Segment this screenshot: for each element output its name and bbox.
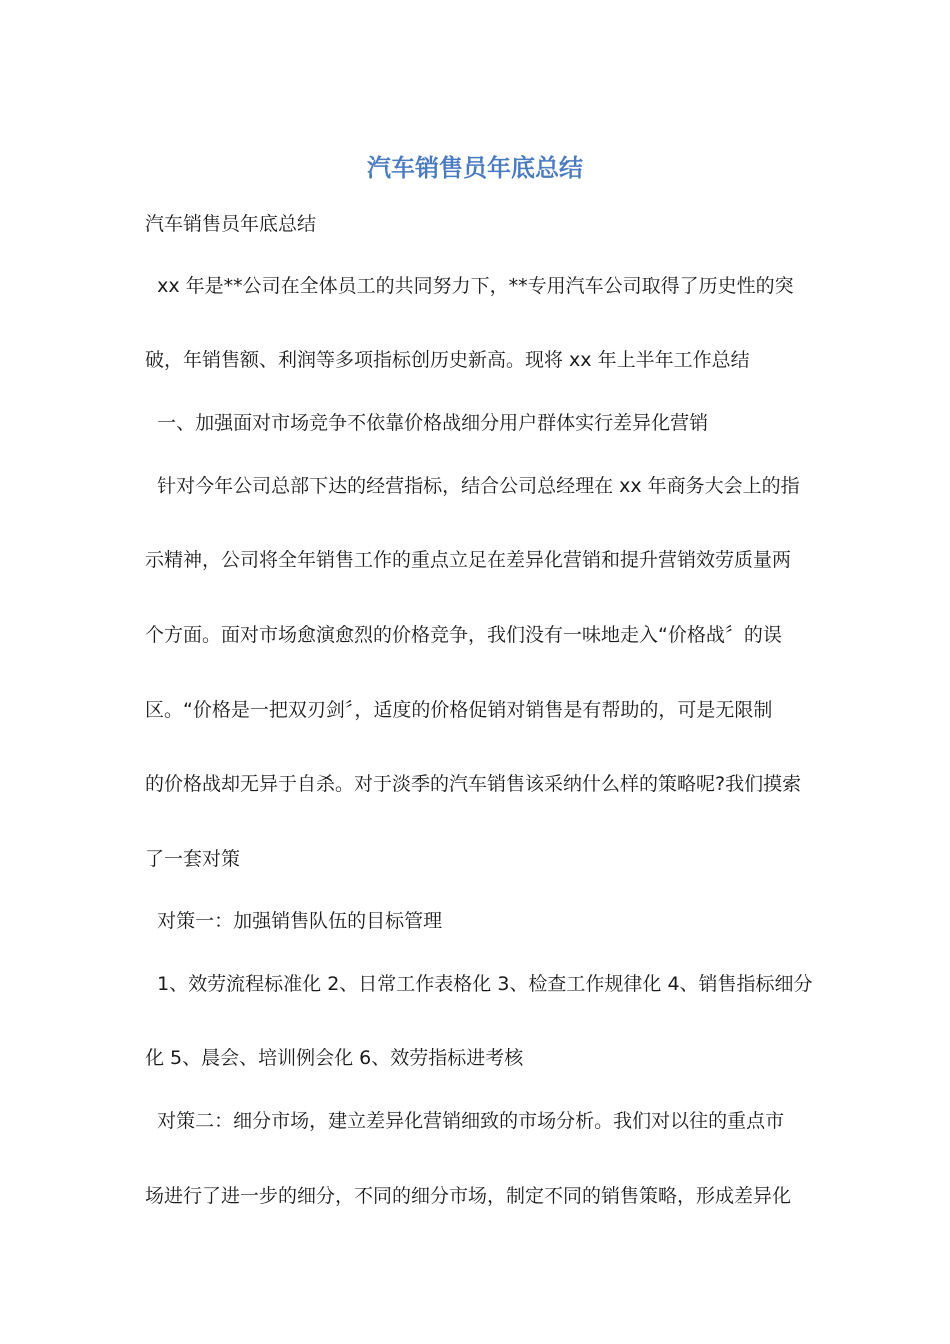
- paragraph-line: 1、效劳流程标准化 2、日常工作表格化 3、检查工作规律化 4、销售指标细分: [145, 973, 813, 995]
- paragraph-line: 破，年销售额、利润等多项指标创历史新高。现将 xx 年上半年工作总结: [145, 349, 750, 371]
- paragraph-line: 一、加强面对市场竞争不依靠价格战细分用户群体实行差异化营销: [145, 412, 709, 434]
- paragraph-line: 了一套对策: [145, 848, 241, 870]
- paragraph-line: xx 年是**公司在全体员工的共同努力下，**专用汽车公司取得了历史性的突: [145, 275, 794, 297]
- paragraph-line: 区。“价格是一把双刃剑〞，适度的价格促销对销售是有帮助的，可是无限制: [145, 699, 773, 721]
- paragraph-line: 针对今年公司总部下达的经营指标，结合公司总经理在 xx 年商务大会上的指: [145, 475, 800, 497]
- paragraph-line: 汽车销售员年底总结: [145, 213, 317, 235]
- paragraph-line: 场进行了进一步的细分，不同的细分市场，制定不同的销售策略，形成差异化: [145, 1185, 792, 1207]
- document-title: 汽车销售员年底总结: [367, 154, 583, 182]
- paragraph-line: 个方面。面对市场愈演愈烈的价格竞争，我们没有一味地走入“价格战〞的误: [145, 624, 782, 646]
- paragraph-line: 化 5、晨会、培训例会化 6、效劳指标进考核: [145, 1047, 524, 1069]
- paragraph-line: 的价格战却无异于自杀。对于淡季的汽车销售该采纳什么样的策略呢?我们摸索: [145, 773, 802, 795]
- paragraph-line: 对策二：细分市场，建立差异化营销细致的市场分析。我们对以往的重点市: [145, 1110, 785, 1132]
- paragraph-line: 示精神，公司将全年销售工作的重点立足在差异化营销和提升营销效劳质量两: [145, 549, 792, 571]
- paragraph-line: 对策一：加强销售队伍的目标管理: [145, 910, 443, 932]
